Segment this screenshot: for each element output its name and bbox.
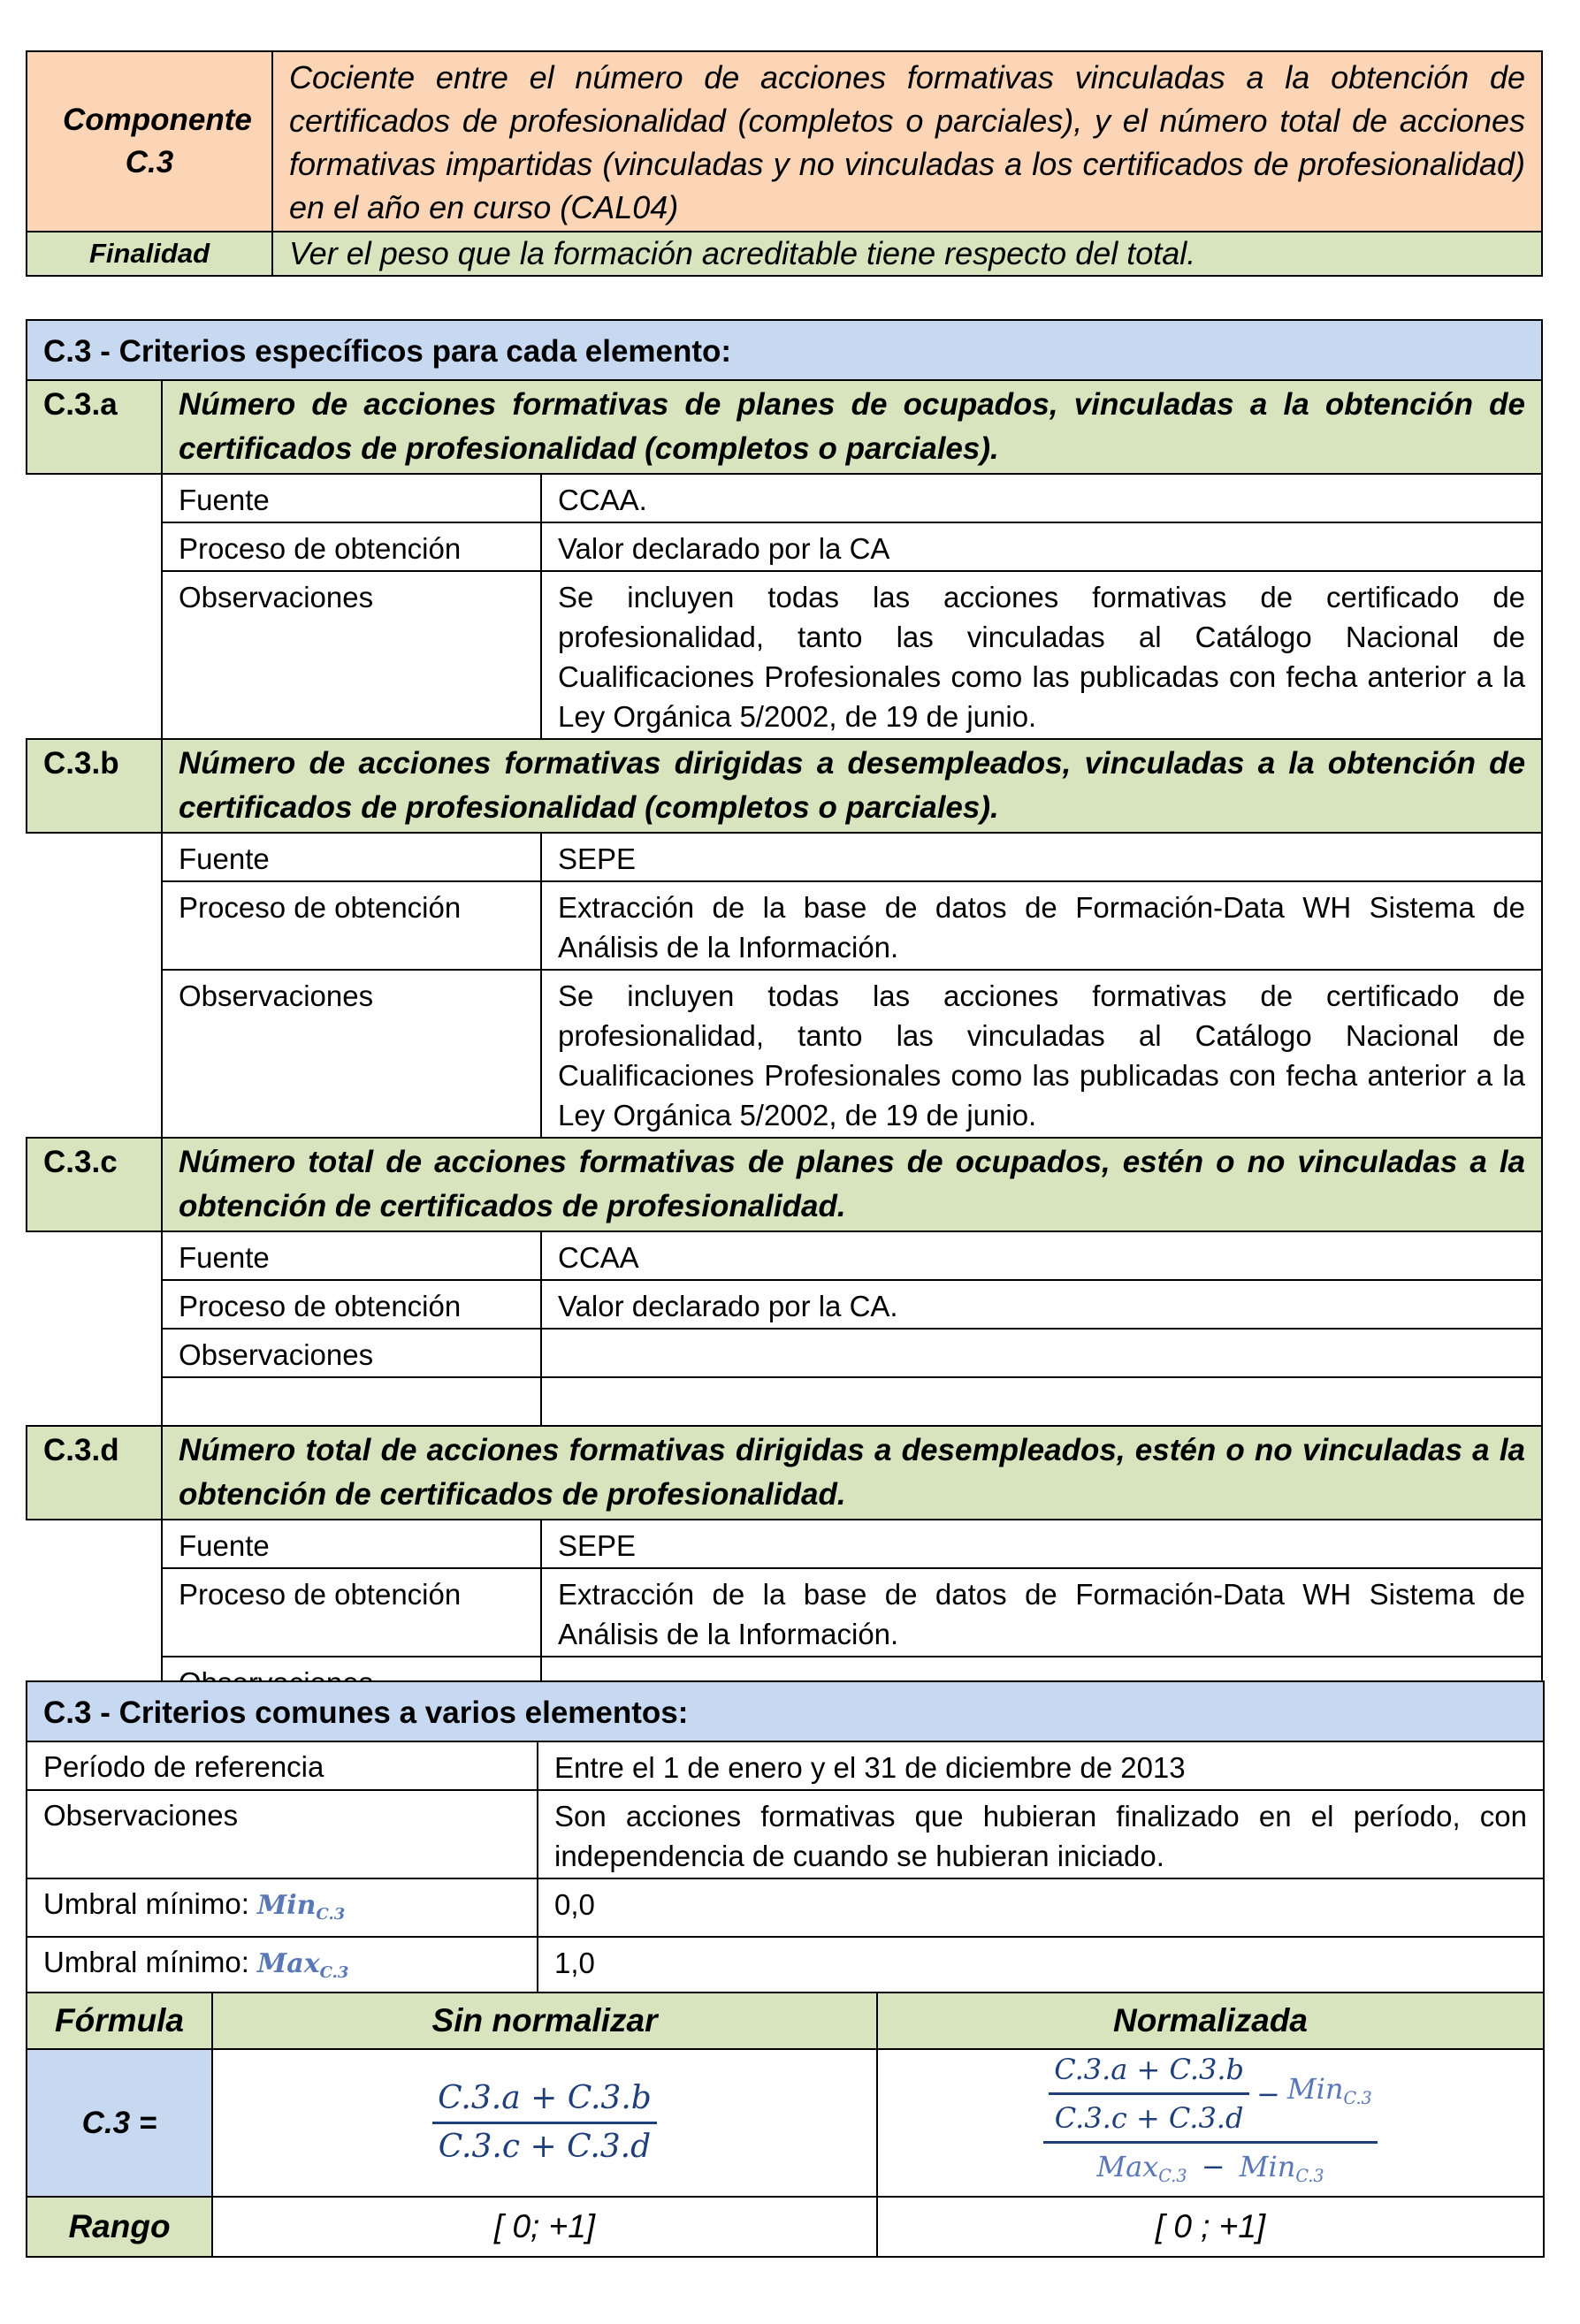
element-header-row <box>27 739 1542 833</box>
detail-value <box>541 1329 1542 1377</box>
detail-value: Se incluyen todas las acciones formativas de certificado de profesionalidad, tanto las vinculadas al Catálogo Nacional de Cualificaciones Profesionales como las publicadas con fecha anterior a la Ley Orgánica 5/2002, de 19 de junio. <box>541 970 1542 1138</box>
max-threshold-value: 1,0 <box>538 1937 1544 1995</box>
period-value: Entre el 1 de enero y el 31 de diciembre de 2013 <box>538 1741 1544 1790</box>
norm-denominator <box>1091 2147 1329 2196</box>
element-detail-row <box>27 522 1542 571</box>
norm-main-bar <box>1043 2141 1378 2144</box>
element-header-row <box>27 380 1542 474</box>
formula-raw <box>212 2049 877 2197</box>
element-title: Número de acciones formativas de planes de ocupados, vinculadas a la obtención de certificados de profesionalidad (completos o parciales). <box>162 380 1542 474</box>
detail-label: Proceso de obtención <box>162 522 541 571</box>
indent-cell <box>27 833 162 881</box>
formula-col-normalized: Normalizada <box>877 1993 1544 2049</box>
min-symbol: Min$_{C.3}$ <box>257 1890 346 1924</box>
norm-max-symbol: Max$_{C.3}$ <box>1096 2150 1187 2186</box>
raw-fraction <box>432 2079 657 2167</box>
detail-label: Fuente <box>162 1231 541 1280</box>
element-title: Número de acciones formativas dirigidas a desempleados, vinculadas a la obtención de certificados de profesionalidad (completos o parciales). <box>162 739 1542 833</box>
raw-numerator: C.3.a + C.3.b <box>438 2080 652 2116</box>
range-label: Rango <box>27 2197 212 2257</box>
element-detail-row <box>27 1280 1542 1329</box>
indent-cell <box>27 1231 162 1280</box>
detail-label: Fuente <box>162 1520 541 1568</box>
element-detail-row <box>27 1377 1542 1426</box>
element-title: Número total de acciones formativas dirigidas a desempleados, estén o no vinculadas a la obtención de certificados de profesionalidad. <box>162 1426 1542 1520</box>
formula-header-label: Fórmula <box>27 1993 212 2049</box>
common-criteria-title: C.3 - Criterios comunes a varios elementos: <box>27 1681 1544 1741</box>
detail-value: Valor declarado por la CA <box>541 522 1542 571</box>
element-code: C.3.b <box>27 739 162 833</box>
purpose-text: Ver el peso que la formación acreditable tiene respecto del total. <box>272 232 1542 276</box>
norm-minus: − <box>1256 2076 1280 2111</box>
detail-value: CCAA. <box>541 474 1542 522</box>
detail-value: SEPE <box>541 833 1542 881</box>
formula-table <box>26 1992 1545 2258</box>
max-threshold-text: Umbral mínimo: <box>43 1946 249 1978</box>
element-detail-row <box>27 1231 1542 1280</box>
element-detail-row <box>27 881 1542 970</box>
detail-value: Se incluyen todas las acciones formativas de certificado de profesionalidad, tanto las vinculadas al Catálogo Nacional de Cualificaciones Profesionales como las publicadas con fecha anterior a la Ley Orgánica 5/2002, de 19 de junio. <box>541 571 1542 739</box>
detail-value: CCAA <box>541 1231 1542 1280</box>
element-code: C.3.d <box>27 1426 162 1520</box>
indent-cell <box>27 970 162 1138</box>
period-label: Período de referencia <box>27 1741 538 1790</box>
component-label: Componente C.3 <box>27 51 272 232</box>
detail-label: Fuente <box>162 474 541 522</box>
norm-inner-fraction <box>1049 2050 1249 2137</box>
element-detail-row <box>27 970 1542 1138</box>
max-threshold-label <box>27 1937 538 1995</box>
detail-value: Valor declarado por la CA. <box>541 1280 1542 1329</box>
detail-value <box>541 1377 1542 1426</box>
norm-inner-bar <box>1049 2092 1249 2095</box>
detail-label: Observaciones <box>162 970 541 1138</box>
element-detail-row <box>27 571 1542 739</box>
element-detail-row <box>27 1568 1542 1657</box>
raw-fraction-bar <box>432 2122 657 2124</box>
element-code: C.3.a <box>27 380 162 474</box>
formula-normalized <box>877 2049 1544 2197</box>
element-detail-row <box>27 474 1542 522</box>
indent-cell <box>27 474 162 522</box>
min-threshold-label <box>27 1878 538 1937</box>
component-description: Cociente entre el número de acciones formativas vinculadas a la obtención de certificados de profesionalidad (completos o parciales), y el número total de acciones formativas impartidas (vinculadas y no vinculadas a los certificados de profesionalidad) en el año en curso (CAL04) <box>272 51 1542 232</box>
indent-cell <box>27 1568 162 1657</box>
detail-label: Observaciones <box>162 571 541 739</box>
element-detail-row <box>27 1329 1542 1377</box>
element-header-row <box>27 1426 1542 1520</box>
norm-numerator <box>1043 2050 1378 2137</box>
indent-cell <box>27 522 162 571</box>
norm-fraction <box>1043 2050 1378 2196</box>
norm-min-symbol: Min$_{C.3}$ <box>1286 2072 1372 2108</box>
element-title: Número total de acciones formativas de planes de ocupados, estén o no vinculadas a la obtención de certificados de profesionalidad. <box>162 1138 1542 1231</box>
common-obs-label: Observaciones <box>27 1790 538 1878</box>
raw-denominator: C.3.c + C.3.d <box>438 2129 652 2165</box>
detail-label: Observaciones <box>162 1329 541 1377</box>
detail-value: Extracción de la base de datos de Formación-Data WH Sistema de Análisis de la Información. <box>541 1568 1542 1657</box>
indent-cell <box>27 1329 162 1377</box>
norm-inner-denominator: C.3.c + C.3.d <box>1054 2101 1244 2135</box>
norm-inner-numerator: C.3.a + C.3.b <box>1054 2053 1245 2086</box>
indent-cell <box>27 1520 162 1568</box>
formula-col-raw: Sin normalizar <box>212 1993 877 2049</box>
common-criteria-table <box>26 1680 1545 1996</box>
detail-value: Extracción de la base de datos de Formación-Data WH Sistema de Análisis de la Información. <box>541 881 1542 970</box>
element-detail-row <box>27 833 1542 881</box>
element-detail-row <box>27 1520 1542 1568</box>
indent-cell <box>27 571 162 739</box>
detail-label: Proceso de obtención <box>162 1568 541 1657</box>
detail-label <box>162 1377 541 1426</box>
specific-criteria-table <box>26 319 1543 1706</box>
formula-row-label: C.3 = <box>27 2049 212 2197</box>
detail-label: Proceso de obtención <box>162 881 541 970</box>
element-header-row <box>27 1138 1542 1231</box>
detail-label: Proceso de obtención <box>162 1280 541 1329</box>
specific-criteria-title: C.3 - Criterios específicos para cada elemento: <box>27 320 1542 380</box>
range-raw: [ 0; +1] <box>212 2197 877 2257</box>
min-threshold-value: 0,0 <box>538 1878 1544 1937</box>
element-code: C.3.c <box>27 1138 162 1231</box>
component-table <box>26 50 1543 277</box>
purpose-label: Finalidad <box>27 232 272 276</box>
max-symbol: Max$_{C.3}$ <box>257 1948 349 1982</box>
range-normalized: [ 0 ; +1] <box>877 2197 1544 2257</box>
common-obs-value: Son acciones formativas que hubieran finalizado en el período, con independencia de cuando se hubieran iniciado. <box>538 1790 1544 1878</box>
indent-cell <box>27 1280 162 1329</box>
norm-den-min-symbol: Min$_{C.3}$ <box>1239 2150 1324 2186</box>
min-threshold-text: Umbral mínimo: <box>43 1887 249 1920</box>
indent-cell <box>27 1377 162 1426</box>
detail-label: Fuente <box>162 833 541 881</box>
detail-value: SEPE <box>541 1520 1542 1568</box>
indent-cell <box>27 881 162 970</box>
norm-den-minus: − <box>1201 2150 1225 2183</box>
